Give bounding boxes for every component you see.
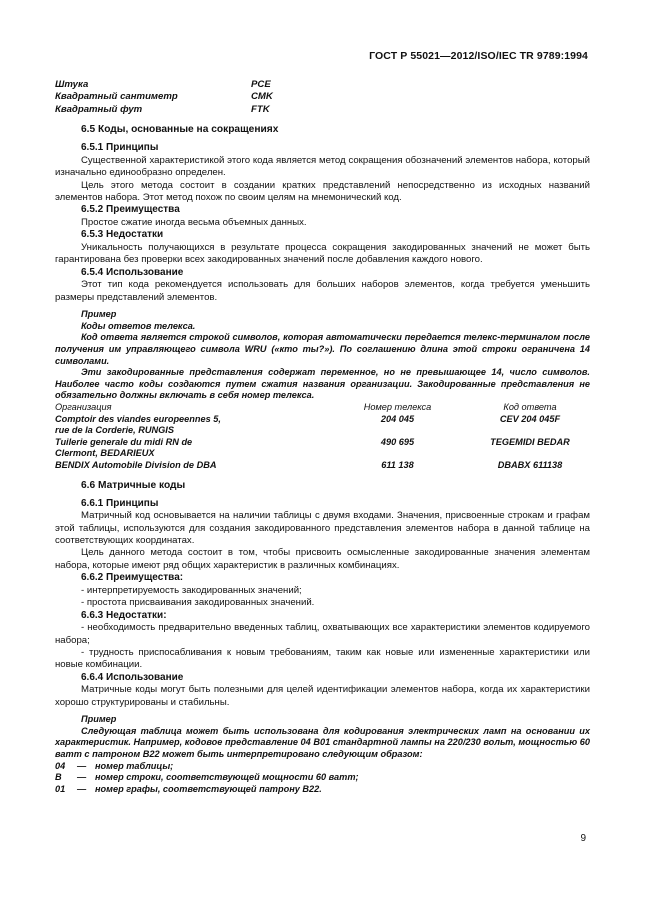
definition-row xyxy=(55,761,590,773)
org-line: rue de la Corderie, RUNGIS xyxy=(55,425,174,436)
unit-name: Штука xyxy=(55,79,89,90)
heading-6-6-3: 6.6.3 Недостатки: xyxy=(81,609,167,621)
heading-6-5-2: 6.5.2 Преимущества xyxy=(81,204,180,216)
paragraph: Матричный код основывается на наличии таблицы с двумя входами. Значения, присвоенные строкам и графам этой таблицы, используются для создания закодированного представления элементов набора в данной таблице на соответствующих координатах. xyxy=(55,510,590,546)
definition-row xyxy=(55,772,590,784)
definition-dash: — xyxy=(77,760,87,771)
page-content xyxy=(55,79,590,795)
paragraph: Цель этого метода состоит в создании кратких представлений непосредственно из исходных названий элементов набора. Этот метод похож по своим целям на мнемонический код. xyxy=(55,179,590,204)
list-item: - простота присваивания закодированных значений. xyxy=(81,597,315,609)
definition-key: B xyxy=(55,772,62,783)
section-6-6-title: 6.6 Матричные коды xyxy=(81,479,186,491)
example-label: Пример xyxy=(81,714,117,725)
telex-number-cell: 490 695 xyxy=(380,436,415,447)
example-line: Следующая таблица может быть использована для кодирования электрических ламп на основании их характеристик. Например, кодовое представление 04 B01 стандартной лампы на 220/230 вольт, мощностью 60 ватт с патроном B22 может быть интерпретировано следующим образом: xyxy=(55,725,590,759)
unit-code: PCE xyxy=(251,79,271,90)
definition-text: номер строки, соответствующей мощности 60 ватт; xyxy=(95,772,359,783)
definition-dash: — xyxy=(77,783,87,794)
heading-6-6-1: 6.6.1 Принципы xyxy=(81,497,159,509)
org-cell xyxy=(55,437,325,460)
telex-table-header xyxy=(55,402,590,414)
definition-row xyxy=(55,784,590,796)
heading-6-6-4: 6.6.4 Использование xyxy=(81,671,184,683)
heading-6-5-4: 6.5.4 Использование xyxy=(81,266,184,278)
example-line: Код ответа является строкой символов, которая автоматически передается телекс-терминалом после получения им управляющего символа WRU («кто ты?»). По соглашению длина этой строки ограничена 14 символами. xyxy=(55,332,590,366)
definition-key: 04 xyxy=(55,760,66,771)
paragraph: Этот тип кода рекомендуется использовать для больших наборов элементов, когда требуется уменьшить размеры представлений элементов. xyxy=(55,279,590,303)
column-answer-code: Код ответа xyxy=(503,402,557,412)
heading-6-5-1: 6.5.1 Принципы xyxy=(81,142,159,154)
unit-code: CMK xyxy=(251,91,273,103)
paragraph: Матричные коды могут быть полезными для целей идентификации элементов набора, когда их характеристики хорошо структурированы и стабильны. xyxy=(55,684,590,708)
definition-key: 01 xyxy=(55,783,66,794)
column-telex-number: Номер телекса xyxy=(363,402,432,412)
example-telex xyxy=(55,309,590,471)
unit-name: Квадратный сантиметр xyxy=(55,91,178,103)
definition-text: номер графы, соответствующей патрону B22. xyxy=(95,783,322,794)
page-number: 9 xyxy=(580,833,586,844)
answer-code-cell: CEV 204 045F xyxy=(499,413,561,424)
table-row xyxy=(55,460,590,472)
answer-code-cell: DBABX 611138 xyxy=(497,459,563,470)
table-row xyxy=(55,414,590,437)
answer-code-cell: TEGEMIDI BEDAR xyxy=(490,436,570,447)
definition-text: номер таблицы; xyxy=(95,760,174,771)
org-line: Tuilerie generale du midi RN de xyxy=(55,436,193,447)
section-6-5-title: 6.5 Коды, основанные на сокращениях xyxy=(81,124,279,136)
example-line: Коды ответов телекса. xyxy=(81,320,196,331)
list-item: - необходимость предварительно введенных таблиц, охватывающих все характеристики элементов кодируемого набора; xyxy=(55,622,590,646)
org-line: Comptoir des viandes europeennes 5, xyxy=(55,413,221,424)
table-row xyxy=(55,437,590,460)
unit-row xyxy=(55,79,590,91)
example-lamps xyxy=(55,714,590,795)
list-item: - трудность приспосабливания к новым требованиям, таким как новые или измененные характеристики или новые комбинации. xyxy=(55,647,590,671)
heading-6-6-2: 6.6.2 Преимущества: xyxy=(81,572,184,584)
heading-6-5-3: 6.5.3 Недостатки xyxy=(81,229,164,241)
telex-number-cell: 611 138 xyxy=(381,459,414,470)
paragraph: Существенной характеристикой этого кода является метод сокращения обозначений элементов набора, который изначально единообразно определен. xyxy=(55,154,590,179)
list-item: - интерпретируемость закодированных значений; xyxy=(81,584,302,596)
unit-code: FTK xyxy=(251,103,270,115)
org-line: Clermont, BEDARIEUX xyxy=(55,448,155,459)
paragraph: Цель данного метода состоит в том, чтобы присвоить осмысленные закодированные значения элементам набора, которые имеют ряд общих характеристик в различных комбинациях. xyxy=(55,547,590,571)
column-organization: Организация xyxy=(55,402,112,412)
org-cell xyxy=(55,414,325,437)
example-line: Эти закодированные представления содержат переменное, но не превышающее 14, число символов. Наиболее часто коды создаются путем сжатия названия организации. Закодированные представления не обязательно должны включать в себя номер телекса. xyxy=(55,367,590,401)
org-cell: BENDIX Automobile Division de DBA xyxy=(55,459,217,470)
example-label: Пример xyxy=(81,309,117,320)
unit-row xyxy=(55,91,590,103)
unit-row xyxy=(55,104,590,116)
telex-number-cell: 204 045 xyxy=(380,413,415,424)
paragraph: Простое сжатие иногда весьма объемных данных. xyxy=(81,217,307,229)
units-list xyxy=(55,79,590,116)
standard-header: ГОСТ Р 55021—2012/ISO/IEC TR 9789:1994 xyxy=(369,50,588,62)
unit-name: Квадратный фут xyxy=(55,103,143,115)
definition-dash: — xyxy=(77,772,87,783)
paragraph: Уникальность получающихся в результате процесса сокращения закодированных значений не может быть гарантирована без проверки всех закодированных значений после добавления каждого нового. xyxy=(55,242,590,266)
